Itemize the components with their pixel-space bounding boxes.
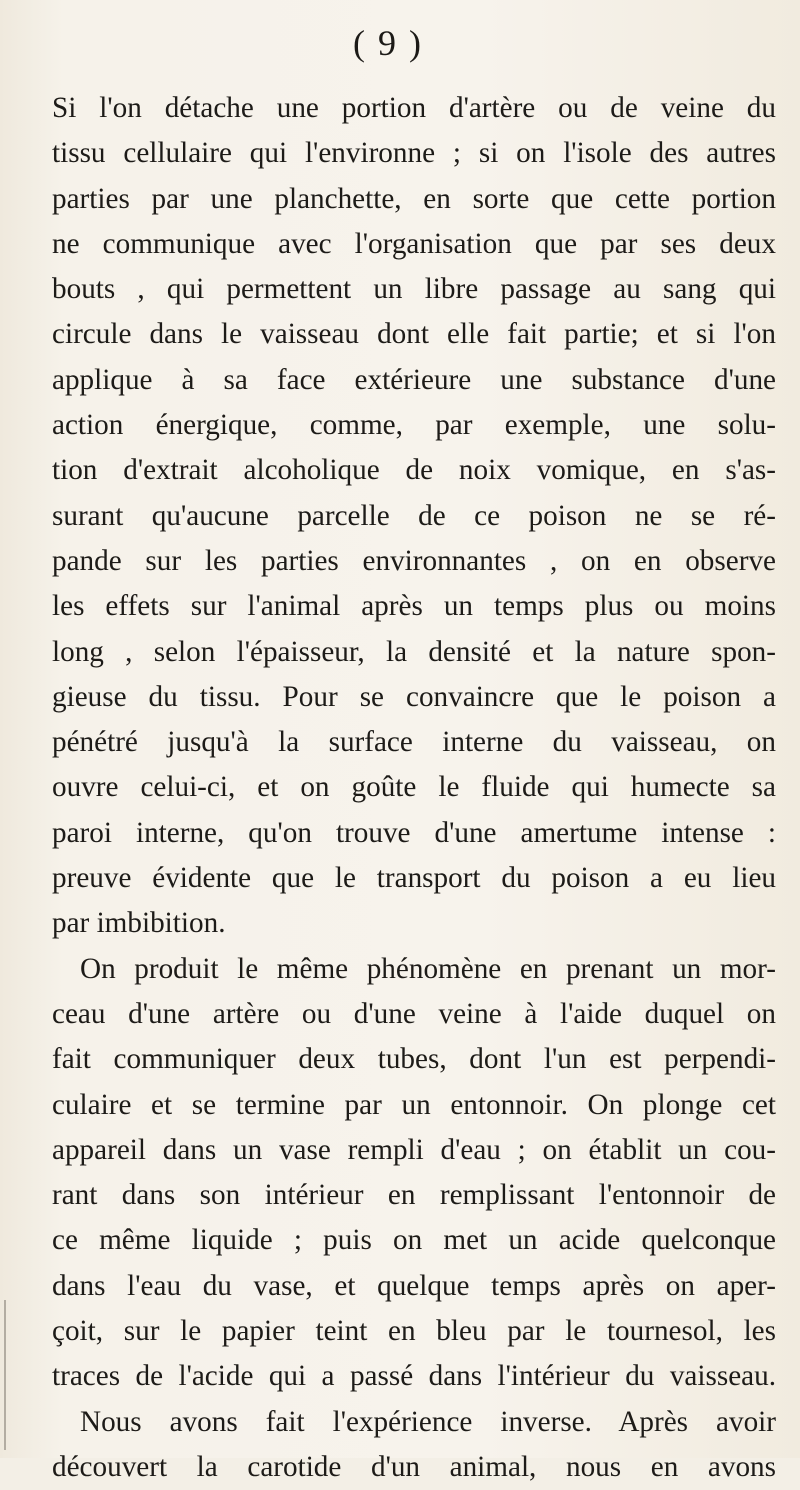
text-line: ne communique avec l'organisation que par ses deux <box>52 227 776 260</box>
text-line: applique à sa face extérieure une substance d'une <box>52 363 776 396</box>
text-line: çoit, sur le papier teint en bleu par le tournesol, les <box>52 1315 776 1348</box>
text-line: circule dans le vaisseau dont elle fait partie; et si l'on <box>52 318 776 351</box>
text-line: ceau d'une artère ou d'une veine à l'aide duquel on <box>52 997 776 1030</box>
text-line: dans l'eau du vase, et quelque temps après on aper- <box>52 1269 776 1302</box>
text-line: gieuse du tissu. Pour se convaincre que le poison a <box>52 680 776 713</box>
text-line: On produit le même phénomène en prenant un mor- <box>80 952 776 985</box>
text-line: Nous avons fait l'expérience inverse. Après avoir <box>80 1405 776 1438</box>
body-text <box>52 86 776 1490</box>
text-line: preuve évidente que le transport du poison a eu lieu <box>52 862 776 895</box>
text-line: action énergique, comme, par exemple, une solu- <box>52 409 776 442</box>
text-line: pande sur les parties environnantes , on en observe <box>52 544 776 577</box>
text-line: par imbibition. <box>52 907 226 940</box>
text-line: fait communiquer deux tubes, dont l'un est perpendi- <box>52 1043 776 1076</box>
page-number: ( 9 ) <box>353 23 423 63</box>
text-line: ce même liquide ; puis on met un acide quelconque <box>52 1224 776 1257</box>
text-line: parties par une planchette, en sorte que cette portion <box>52 182 776 215</box>
text-line: pénétré jusqu'à la surface interne du vaisseau, on <box>52 726 776 759</box>
text-line: rant dans son intérieur en remplissant l'entonnoir de <box>52 1179 776 1212</box>
text-line: long , selon l'épaisseur, la densité et la nature spon- <box>52 635 776 668</box>
text-line: tion d'extrait alcoholique de noix vomique, en s'as- <box>52 454 776 487</box>
text-line: découvert la carotide d'un animal, nous en avons <box>52 1450 776 1483</box>
text-line: paroi interne, qu'on trouve d'une amertume intense : <box>52 816 776 849</box>
text-line: surant qu'aucune parcelle de ce poison ne se ré- <box>52 499 776 532</box>
page-edge-shadow <box>4 1300 6 1450</box>
text-line: traces de l'acide qui a passé dans l'intérieur du vaisseau. <box>52 1360 776 1393</box>
text-line: Si l'on détache une portion d'artère ou de veine du <box>52 92 776 124</box>
text-line: tissu cellulaire qui l'environne ; si on l'isole des autres <box>52 137 776 170</box>
text-line: appareil dans un vase rempli d'eau ; on établit un cou- <box>52 1133 776 1166</box>
text-line: ouvre celui-ci, et on goûte le fluide qui humecte sa <box>52 771 776 804</box>
text-line: bouts , qui permettent un libre passage au sang qui <box>52 273 776 306</box>
text-line: culaire et se termine par un entonnoir. On plonge cet <box>52 1088 776 1121</box>
text-line: les effets sur l'animal après un temps plus ou moins <box>52 590 776 623</box>
